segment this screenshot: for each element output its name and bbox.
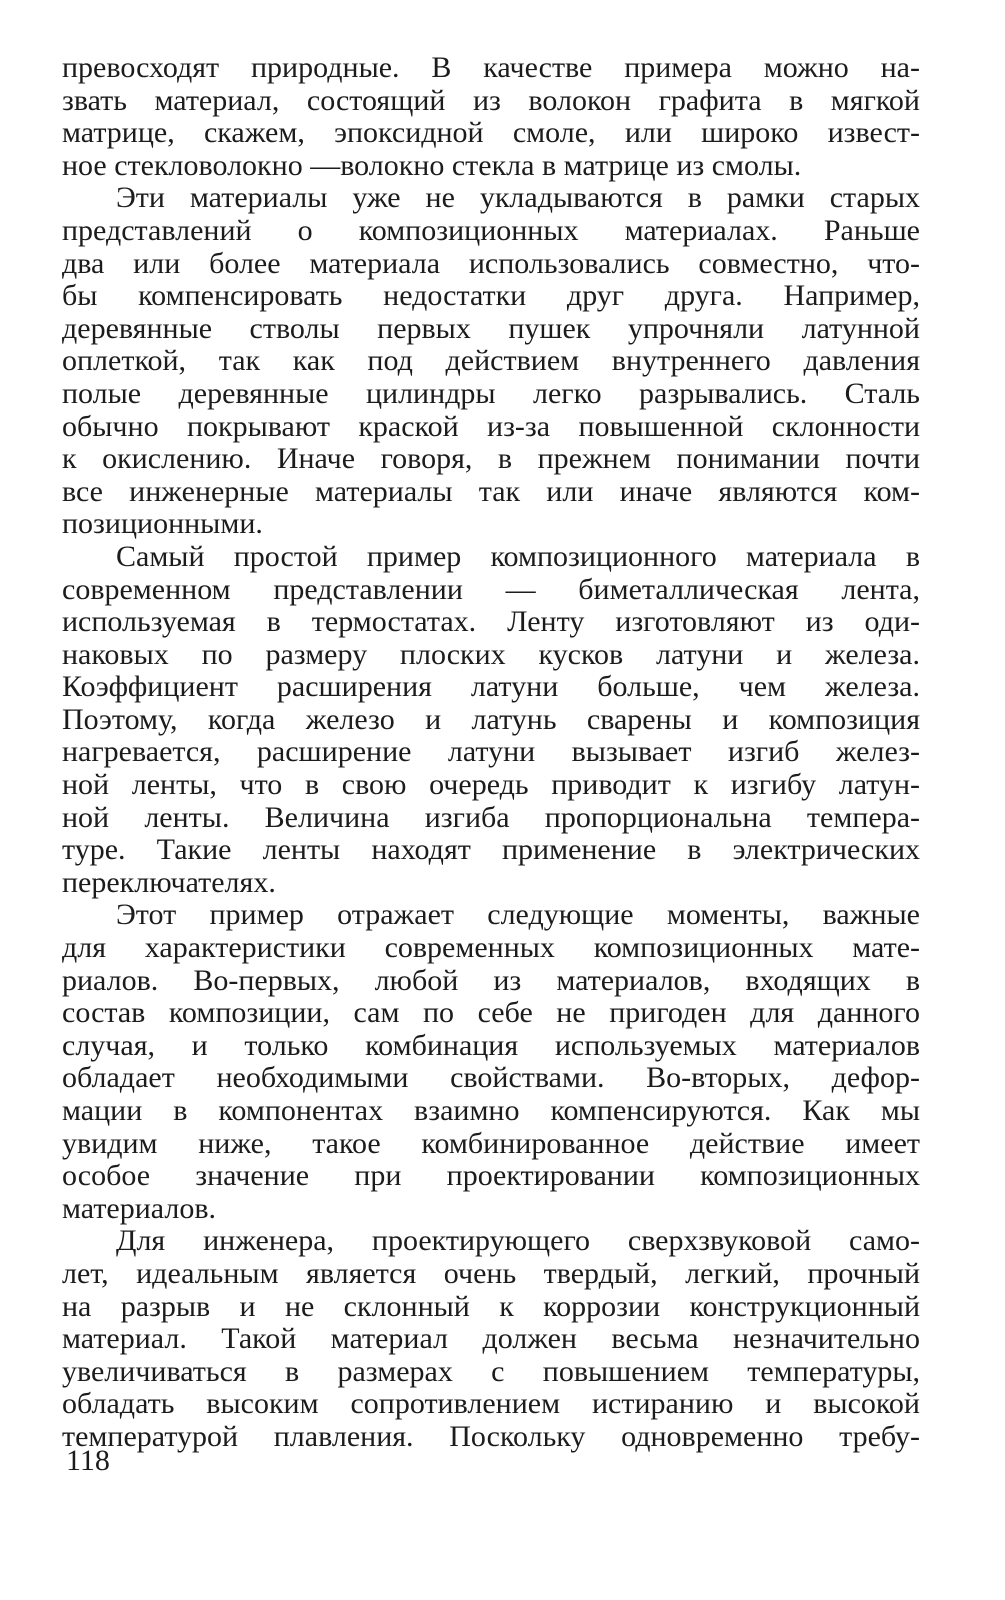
text-line: материалов.: [62, 1191, 217, 1225]
text-line: оплеткой, так как под действием внутреннего давления: [62, 344, 920, 378]
text-line: Этот пример отражает следующие моменты, важные: [116, 898, 920, 932]
paragraph: [62, 1225, 920, 1453]
text-line: нагревается, расширение латуни вызывает изгиб желез-: [62, 735, 920, 769]
text-line: два или более материала использовались совместно, что-: [62, 246, 920, 280]
text-line: риалов. Во-первых, любой из материалов, входящих в: [62, 963, 920, 997]
text-line: полые деревянные цилиндры легко разрывались. Сталь: [62, 376, 920, 410]
text-line: обладать высоким сопротивлением истиранию и высокой: [62, 1387, 920, 1421]
text-line: мации в компонентах взаимно компенсируются. Как мы: [62, 1094, 920, 1127]
text-line: для характеристики современных композиционных мате-: [62, 931, 920, 965]
text-line: состав композиции, сам по себе не пригоден для данного: [62, 996, 920, 1030]
text-line: ной ленты. Величина изгиба пропорциональна темпера-: [62, 800, 920, 834]
text-line: представлений о композиционных материалах. Раньше: [62, 213, 920, 247]
page-number: 118: [66, 1444, 110, 1477]
text-line: к окислению. Иначе говоря, в прежнем понимании почти: [62, 442, 920, 476]
paragraph: [62, 541, 920, 900]
text-line: материал. Такой материал должен весьма незначительно: [62, 1322, 920, 1356]
text-line: Для инженера, проектирующего сверхзвуковой само-: [116, 1224, 920, 1258]
text-line: переключателях.: [62, 865, 276, 899]
text-line: на разрыв и не склонный к коррозии конструкционный: [62, 1289, 920, 1323]
text-line: матрице, скажем, эпоксидной смоле, или широко извест-: [62, 116, 920, 150]
text-line: особое значение при проектировании композиционных: [62, 1159, 920, 1193]
paragraph: [62, 182, 920, 541]
text-line: температурой плавления. Поскольку одновременно требу-: [62, 1419, 920, 1453]
text-line: превосходят природные. В качестве примера можно на-: [62, 51, 920, 84]
text-line: Поэтому, когда железо и латунь сварены и композиция: [62, 702, 920, 736]
paragraph: [62, 899, 920, 1225]
text-line: случая, и только комбинация используемых материалов: [62, 1028, 920, 1062]
body-text: [62, 52, 920, 1454]
text-line: позиционными.: [62, 507, 263, 541]
text-line: современном представлении — биметаллическая лента,: [62, 572, 920, 606]
text-line: звать материал, состоящий из волокон графита в мягкой: [62, 83, 920, 117]
text-line: лет, идеальным является очень твердый, легкий, прочный: [62, 1256, 920, 1290]
text-line: деревянные стволы первых пушек упрочняли латунной: [62, 311, 920, 345]
text-line: все инженерные материалы так или иначе являются ком-: [62, 474, 920, 508]
text-line: используемая в термостатах. Ленту изготовляют из оди-: [62, 605, 920, 639]
text-line: ной ленты, что в свою очередь приводит к изгибу латун-: [62, 768, 920, 802]
text-line: увеличиваться в размерах с повышением температуры,: [62, 1354, 920, 1388]
text-line: бы компенсировать недостатки друг друга. Например,: [62, 279, 920, 313]
text-line: ное стекловолокно —волокно стекла в матрице из смолы.: [62, 148, 802, 182]
text-line: наковых по размеру плоских кусков латуни и железа.: [62, 637, 920, 671]
text-line: обладает необходимыми свойствами. Во-вторых, дефор-: [62, 1061, 920, 1095]
text-line: увидим ниже, такое комбинированное действие имеет: [62, 1126, 920, 1160]
text-line: обычно покрывают краской из-за повышенной склонности: [62, 409, 920, 443]
text-line: Эти материалы уже не укладываются в рамки старых: [116, 181, 920, 215]
paragraph: [62, 52, 920, 182]
text-line: Самый простой пример композиционного материала в: [116, 539, 920, 573]
text-line: туре. Такие ленты находят применение в электрических: [62, 833, 920, 867]
text-line: Коэффициент расширения латуни больше, чем железа.: [62, 670, 920, 704]
